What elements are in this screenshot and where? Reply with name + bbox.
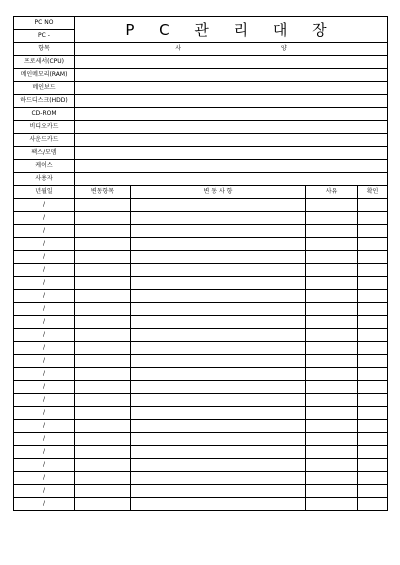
log-item-cell[interactable] xyxy=(75,199,131,212)
log-item-cell[interactable] xyxy=(75,407,131,420)
change-log-row xyxy=(14,407,388,420)
log-reason-cell[interactable] xyxy=(306,407,358,420)
log-detail-cell[interactable] xyxy=(131,355,306,368)
log-detail-cell[interactable] xyxy=(131,225,306,238)
log-item-cell[interactable] xyxy=(75,225,131,238)
log-item-cell[interactable] xyxy=(75,446,131,459)
log-date-cell[interactable]: / xyxy=(14,303,75,316)
spec-row-label: 사용자 xyxy=(14,173,75,186)
log-item-cell[interactable] xyxy=(75,420,131,433)
spec-row-label: 사운드카드 xyxy=(14,134,75,147)
change-log-row xyxy=(14,433,388,446)
log-date-cell[interactable]: / xyxy=(14,407,75,420)
log-confirm-cell[interactable] xyxy=(358,225,388,238)
pc-label: PC - xyxy=(14,30,75,43)
spec-item-header: 항목 xyxy=(14,43,75,56)
change-log-row xyxy=(14,472,388,485)
spec-row-label: 팩스/모뎀 xyxy=(14,147,75,160)
spec-value-field[interactable] xyxy=(75,121,388,134)
log-confirm-cell[interactable] xyxy=(358,251,388,264)
log-date-cell[interactable]: / xyxy=(14,459,75,472)
log-date-cell[interactable]: / xyxy=(14,394,75,407)
log-item-cell[interactable] xyxy=(75,238,131,251)
spec-row-label: 메인메모리(RAM) xyxy=(14,69,75,82)
log-item-cell[interactable] xyxy=(75,212,131,225)
spec-row xyxy=(14,82,388,95)
log-reason-cell[interactable] xyxy=(306,446,358,459)
log-item-cell[interactable] xyxy=(75,433,131,446)
log-date-cell[interactable]: / xyxy=(14,485,75,498)
spec-row-label: 케이스 xyxy=(14,160,75,173)
log-confirm-cell[interactable] xyxy=(358,381,388,394)
log-item-cell[interactable] xyxy=(75,264,131,277)
log-date-cell[interactable]: / xyxy=(14,342,75,355)
log-date-cell[interactable]: / xyxy=(14,251,75,264)
log-confirm-cell[interactable] xyxy=(358,264,388,277)
log-item-cell[interactable] xyxy=(75,277,131,290)
log-reason-cell[interactable] xyxy=(306,355,358,368)
document-title: P C 관 리 대 장 xyxy=(75,17,388,43)
log-confirm-cell[interactable] xyxy=(358,394,388,407)
spec-value-field[interactable] xyxy=(75,56,388,69)
log-detail-cell[interactable] xyxy=(131,407,306,420)
log-reason-cell[interactable] xyxy=(306,316,358,329)
change-log-row xyxy=(14,459,388,472)
log-confirm-cell[interactable] xyxy=(358,485,388,498)
log-item-cell[interactable] xyxy=(75,303,131,316)
change-log-row xyxy=(14,251,388,264)
log-item-cell[interactable] xyxy=(75,342,131,355)
log-item-cell[interactable] xyxy=(75,251,131,264)
change-log-row xyxy=(14,485,388,498)
spec-header-left: 사 xyxy=(175,45,181,52)
change-log-row xyxy=(14,290,388,303)
spec-row xyxy=(14,147,388,160)
log-detail-cell[interactable] xyxy=(131,199,306,212)
log-reason-cell[interactable] xyxy=(306,394,358,407)
log-reason-cell[interactable] xyxy=(306,225,358,238)
log-reason-cell[interactable] xyxy=(306,433,358,446)
log-confirm-header: 확인 xyxy=(358,186,388,199)
spec-row xyxy=(14,108,388,121)
spec-value-field[interactable] xyxy=(75,173,388,186)
spec-row xyxy=(14,56,388,69)
log-date-cell[interactable]: / xyxy=(14,290,75,303)
log-reason-cell[interactable] xyxy=(306,199,358,212)
log-confirm-cell[interactable] xyxy=(358,472,388,485)
spec-value-field[interactable] xyxy=(75,108,388,121)
change-log-row xyxy=(14,394,388,407)
log-item-cell[interactable] xyxy=(75,485,131,498)
log-reason-cell[interactable] xyxy=(306,342,358,355)
spec-row xyxy=(14,69,388,82)
spec-value-field[interactable] xyxy=(75,69,388,82)
log-confirm-cell[interactable] xyxy=(358,459,388,472)
pc-management-ledger xyxy=(13,16,387,511)
log-date-cell[interactable]: / xyxy=(14,472,75,485)
spec-row xyxy=(14,134,388,147)
log-confirm-cell[interactable] xyxy=(358,316,388,329)
log-detail-cell[interactable] xyxy=(131,329,306,342)
spec-row-label: 하드디스크(HDD) xyxy=(14,95,75,108)
log-date-cell[interactable]: / xyxy=(14,381,75,394)
log-item-header: 변동항목 xyxy=(75,186,131,199)
spec-row-label: CD-ROM xyxy=(14,108,75,121)
log-detail-cell[interactable] xyxy=(131,433,306,446)
log-reason-cell[interactable] xyxy=(306,485,358,498)
log-confirm-cell[interactable] xyxy=(358,420,388,433)
change-log-row xyxy=(14,329,388,342)
change-log-row xyxy=(14,381,388,394)
log-date-cell[interactable]: / xyxy=(14,264,75,277)
log-item-cell[interactable] xyxy=(75,498,131,511)
log-reason-cell[interactable] xyxy=(306,238,358,251)
spec-value-field[interactable] xyxy=(75,134,388,147)
change-log-row xyxy=(14,368,388,381)
log-item-cell[interactable] xyxy=(75,355,131,368)
change-log-row xyxy=(14,238,388,251)
change-log-row xyxy=(14,212,388,225)
log-confirm-cell[interactable] xyxy=(358,446,388,459)
spec-row xyxy=(14,121,388,134)
pc-no-label: PC NO xyxy=(14,17,75,30)
log-date-cell[interactable]: / xyxy=(14,225,75,238)
change-log-row xyxy=(14,277,388,290)
log-detail-cell[interactable] xyxy=(131,446,306,459)
log-confirm-cell[interactable] xyxy=(358,212,388,225)
log-detail-cell[interactable] xyxy=(131,342,306,355)
log-confirm-cell[interactable] xyxy=(358,303,388,316)
log-detail-cell[interactable] xyxy=(131,485,306,498)
spec-value-field[interactable] xyxy=(75,147,388,160)
log-date-cell[interactable]: / xyxy=(14,212,75,225)
log-detail-cell[interactable] xyxy=(131,264,306,277)
spec-row xyxy=(14,160,388,173)
log-date-cell[interactable]: / xyxy=(14,329,75,342)
spec-value-field[interactable] xyxy=(75,160,388,173)
spec-row xyxy=(14,95,388,108)
log-date-cell[interactable]: / xyxy=(14,420,75,433)
log-confirm-cell[interactable] xyxy=(358,238,388,251)
log-reason-cell[interactable] xyxy=(306,381,358,394)
log-confirm-cell[interactable] xyxy=(358,433,388,446)
log-detail-cell[interactable] xyxy=(131,381,306,394)
log-date-cell[interactable]: / xyxy=(14,199,75,212)
log-detail-cell[interactable] xyxy=(131,303,306,316)
log-detail-cell[interactable] xyxy=(131,316,306,329)
log-item-cell[interactable] xyxy=(75,394,131,407)
change-log-row xyxy=(14,498,388,511)
log-confirm-cell[interactable] xyxy=(358,199,388,212)
spec-value-field[interactable] xyxy=(75,82,388,95)
log-confirm-cell[interactable] xyxy=(358,277,388,290)
log-confirm-cell[interactable] xyxy=(358,342,388,355)
log-item-cell[interactable] xyxy=(75,472,131,485)
spec-value-header xyxy=(75,43,388,56)
log-detail-cell[interactable] xyxy=(131,251,306,264)
change-log-row xyxy=(14,303,388,316)
log-confirm-cell[interactable] xyxy=(358,290,388,303)
log-date-cell[interactable]: / xyxy=(14,433,75,446)
change-log-row xyxy=(14,446,388,459)
log-date-cell[interactable]: / xyxy=(14,277,75,290)
spec-row-label: 비디오카드 xyxy=(14,121,75,134)
log-reason-cell[interactable] xyxy=(306,251,358,264)
spec-header-right: 양 xyxy=(281,45,287,52)
spec-row-label: 프로세서(CPU) xyxy=(14,56,75,69)
log-detail-cell[interactable] xyxy=(131,277,306,290)
log-date-cell[interactable]: / xyxy=(14,446,75,459)
log-date-cell[interactable]: / xyxy=(14,238,75,251)
log-confirm-cell[interactable] xyxy=(358,329,388,342)
log-detail-cell[interactable] xyxy=(131,459,306,472)
log-confirm-cell[interactable] xyxy=(358,498,388,511)
log-confirm-cell[interactable] xyxy=(358,368,388,381)
change-log-row xyxy=(14,342,388,355)
log-detail-cell[interactable] xyxy=(131,498,306,511)
log-reason-cell[interactable] xyxy=(306,459,358,472)
log-reason-cell[interactable] xyxy=(306,472,358,485)
log-confirm-cell[interactable] xyxy=(358,355,388,368)
log-reason-cell[interactable] xyxy=(306,212,358,225)
log-item-cell[interactable] xyxy=(75,290,131,303)
change-log-header xyxy=(14,186,388,199)
log-detail-cell[interactable] xyxy=(131,368,306,381)
log-reason-cell[interactable] xyxy=(306,264,358,277)
log-detail-cell[interactable] xyxy=(131,212,306,225)
pc-no-row xyxy=(14,17,388,30)
log-detail-cell[interactable] xyxy=(131,238,306,251)
spec-row-label: 메인보드 xyxy=(14,82,75,95)
log-item-cell[interactable] xyxy=(75,316,131,329)
ledger-body xyxy=(14,17,388,511)
log-date-header: 년월일 xyxy=(14,186,75,199)
change-log-row xyxy=(14,316,388,329)
log-item-cell[interactable] xyxy=(75,381,131,394)
spec-header-row xyxy=(14,43,388,56)
log-reason-cell[interactable] xyxy=(306,420,358,433)
log-date-cell[interactable]: / xyxy=(14,368,75,381)
log-reason-cell[interactable] xyxy=(306,368,358,381)
log-date-cell[interactable]: / xyxy=(14,498,75,511)
change-log-row xyxy=(14,420,388,433)
log-reason-cell[interactable] xyxy=(306,290,358,303)
log-item-cell[interactable] xyxy=(75,329,131,342)
spec-row xyxy=(14,173,388,186)
change-log-row xyxy=(14,199,388,212)
log-reason-cell[interactable] xyxy=(306,277,358,290)
log-item-cell[interactable] xyxy=(75,368,131,381)
log-detail-cell[interactable] xyxy=(131,394,306,407)
log-reason-cell[interactable] xyxy=(306,329,358,342)
log-date-cell[interactable]: / xyxy=(14,316,75,329)
log-reason-cell[interactable] xyxy=(306,498,358,511)
log-detail-cell[interactable] xyxy=(131,472,306,485)
log-reason-header: 사유 xyxy=(306,186,358,199)
log-detail-cell[interactable] xyxy=(131,420,306,433)
log-item-cell[interactable] xyxy=(75,459,131,472)
log-date-cell[interactable]: / xyxy=(14,355,75,368)
change-log-row xyxy=(14,264,388,277)
log-reason-cell[interactable] xyxy=(306,303,358,316)
ledger-table xyxy=(13,16,388,511)
log-detail-header: 변 동 사 항 xyxy=(131,186,306,199)
log-detail-cell[interactable] xyxy=(131,290,306,303)
change-log-row xyxy=(14,225,388,238)
change-log-row xyxy=(14,355,388,368)
log-confirm-cell[interactable] xyxy=(358,407,388,420)
spec-value-field[interactable] xyxy=(75,95,388,108)
